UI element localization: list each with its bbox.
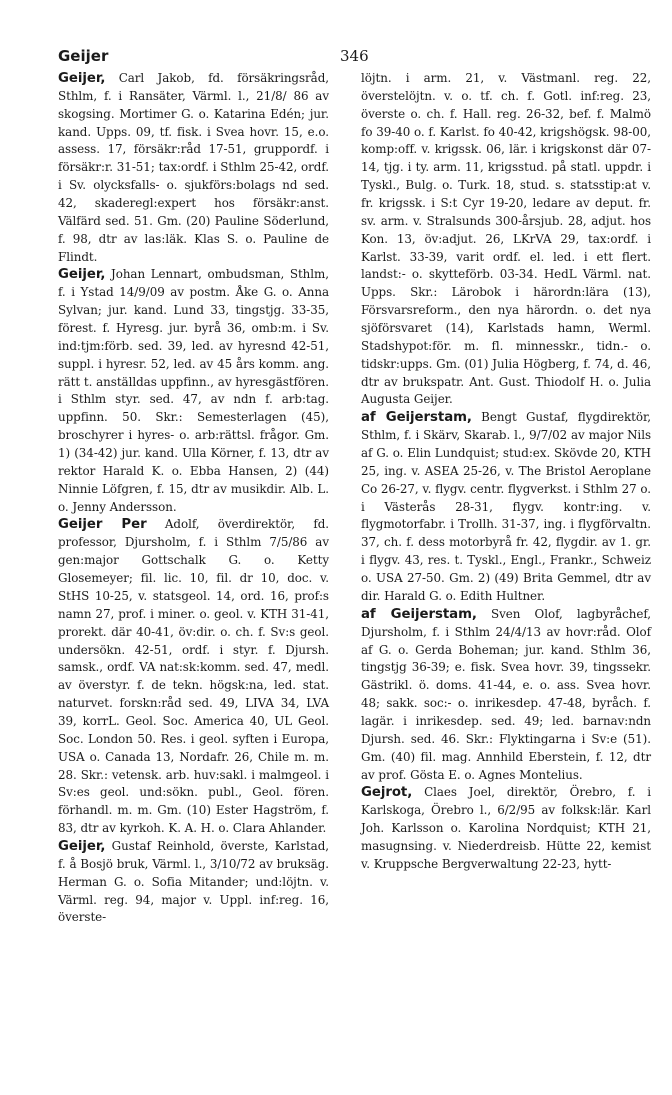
entry-text: Johan Lennart, ombudsman, Sthlm, f. i Ystad 14/9/09 av postm. Åke G. o. Anna Sylvan; jur. kand. Lund 33, tingstjg. 33-35, förest. f. Hyresg. jur. byrå 36, omb:m. i Sv. ind:tjm:förb. sed. 39, led. av hyresnd 42-51, suppl. i hyresr. 52, led. av 45 års komm. ang. rätt t. anställdas uppfinn., av hyresgästfören. i Sthlm styr. sed. 47, av ndn f. arb:tag. uppfinn. 50. Skr.: Semesterlagen (45), broschyrer i hyres- o. arb:rättsl. frågor. Gm. 1) (34-42) jur. kand. Ulla Körner, f. 13, dtr av rektor Harald K. o. Ebba Hansen, 2) (44) Ninnie Löfgren, f. 15, dtr av musikdir. Alb. L. o. Jenny Andersson.	[58, 267, 329, 514]
entry-name: af Geijerstam,	[361, 606, 477, 622]
page-number: 346	[340, 47, 369, 65]
left-column	[58, 70, 329, 927]
entry-text: Sven Olof, lagbyråchef, Djursholm, f. i Sthlm 24/4/13 av hovr:råd. Olof af G. o. Gerda Boheman; jur. kand. Sthlm 36, tingstjg 36-39; e. fisk. Svea hovr. 39, tingssekr. Gästrikl. ö. doms. 41-44, e. o. ass. Svea hovr. 48; sakk. soc:- o. inrikesdep. 47-48, byråch. f. lagär. i inrikesdep. sed. 49; led. barnav:ndn Djursh. sed. 46. Skr.: Flyktingarna i Sv:e (51). Gm. (40) fil. mag. Annhild Eberstein, f. 12, dtr av prof. Gösta E. o. Agnes Montelius.	[361, 606, 651, 782]
entry-text: Carl Jakob, fd. försäkringsråd, Sthlm, f. i Ransäter, Värml. l., 21/8/ 86 av skogsing. Mortimer G. o. Katarina Edén; jur. kand. Upps. 09, tf. fisk. i Svea hovr. 15, e.o. assess. 17, försäkr:råd 17-51, gruppordf. i försäkr:r. 31-51; tax:ordf. i Sthlm 25-42, ordf. i Sv. olycksfalls- o. sjukförs:bolags nd sed. 42, skaderegl:expert hos försäkr:anst. Välfärd sed. 51. Gm. (20) Pauline Söderlund, f. 98, dtr av las:läk. Klas S. o. Pauline de Flindt.	[58, 71, 330, 264]
entry-name: Geijer,	[58, 71, 106, 86]
biography-entry	[361, 606, 651, 785]
page-header	[58, 47, 638, 71]
entry-name: Geijer,	[58, 267, 106, 283]
entry-text: Adolf, överdirektör, fd. professor, Djursholm, f. i Sthlm 7/5/86 av gen:major Gottschalk G. o. Ketty Glosemeyer; fil. lic. 10, fil. dr 10, doc. v. StHS 10-25, v. statsgeol. 14, ord. 16, prof:s namn 27, prof. i miner. o. geol. v. KTH 31-41, prorekt. där 40-41, öv:dir. o. ch. f. Sv:s geol. undersökn. 42-51, ordf. i styr. f. Djursh. samsk., ordf. VA nat:sk:komm. sed. 47, medl. av överstyr. f. de tekn. högsk:na, led. stat. naturvet. forskn:råd sed. 49, LIVA 34, LVA 39, korrL. Geol. Soc. America 40, UL Geol. Soc. London 50. Res. i geol. syften i Europa, USA o. Canada 13, Nordafr. 26, Chile m. m. 28. Skr.: vetensk. arb. huv:sakl. i malmgeol. i Sv:es geol. und:sökn. publ., Geol. fören. förhandl. m. m. Gm. (10) Ester Hagström, f. 83, dtr av kyrkoh. K. A. H. o. Clara Ahlander.	[58, 517, 329, 836]
biography-entry	[58, 70, 329, 266]
entry-name: Gejrot,	[361, 785, 413, 801]
biography-entry-continued	[361, 70, 651, 409]
biography-entry	[58, 516, 329, 837]
biography-entry	[58, 266, 329, 516]
entry-name: af Geijerstam,	[361, 410, 472, 426]
entry-text: löjtn. i arm. 21, v. Västmanl. reg. 22, överstelöjtn. v. o. tf. ch. f. Gotl. inf:reg. 23, överste o. ch. f. Hall. reg. 26-32, bef. f. Malmö fo 39-40 o. f. Karlst. fo 40-42, krigshögsk. 98-00, komp:off. v. krigssk. 06, lär. i krigskonst där 07-14, tjg. i ty. arm. 11, krigsstud. på statl. uppdr. i Tyskl., Bulg. o. Turk. 18, stud. s. statsstip:at v. fr. krigssk. i S:t Cyr 19-20, ledare av deput. fr. sv. arm. v. Stralsunds 300-årsjub. 28, adjut. hos Kon. 13, öv:adjut. 26, LKrVA 29, tax:ordf. i Karlst. 33-39, varit ordf. el. led. i ett flert. landst:- o. skytteförb. 03-34. HedL Värml. nat. Upps. Skr.: Lärobok i härordn:lära (13), Försvarsreform., den nya härordn. o. det nya sjöförsvaret (14), Karlstads hamn, Werml. Stadshypot:för. m. fl. minnesskr., tidn.- o. tidskr:upps. Gm. (01) Julia Högberg, f. 74, d. 46, dtr av brukspatr. Ant. Gust. Thiodolf H. o. Julia Augusta Geijer.	[361, 71, 651, 407]
biography-entry	[361, 784, 651, 873]
right-column	[361, 70, 651, 874]
running-head: Geijer	[58, 47, 109, 65]
entry-text: Bengt Gustaf, flygdirektör, Sthlm, f. i Skärv, Skarab. l., 9/7/02 av major Nils af G. o. Elin Lundquist; stud:ex. Skövde 20, KTH 25, ing. v. ASEA 25-26, v. The Bristol Aeroplane Co 26-27, v. flygv. centr. flygverkst. i Sthlm 27 o. i Västerås 28-31, flygv. kontr:ing. v. flygmotorfabr. i Trollh. 31-37, ing. i flygförvaltn. 37, ch. f. dess motorbyrå fr. 42, flygdir. av 1. gr. i flygv. 43, res. t. Tyskl., Engl., Frankr., Schweiz o. USA 27-50. Gm. 2) (49) Brita Gemmel, dtr av dir. Harald G. o. Edith Hultner.	[361, 410, 652, 603]
entry-text: Gustaf Reinhold, överste, Karlstad, f. å Bosjö bruk, Värml. l., 3/10/72 av bruksäg. Herman G. o. Sofia Mitander; und:löjtn. v. Värml. reg. 94, major v. Uppl. inf:reg. 16, överste-	[58, 838, 329, 925]
entry-name: Geijer,	[58, 838, 106, 854]
biography-entry	[361, 409, 651, 605]
biography-entry	[58, 838, 329, 927]
entry-text: Claes Joel, direktör, Örebro, f. i Karlskoga, Örebro l., 6/2/95 av folksk:lär. Karl Joh. Karlsson o. Karolina Nordquist; KTH 21, masugnsing. v. Niederdreisb. Hütte 22, kemist v. Kruppsche Bergverwaltung 22-23, hytt-	[361, 785, 651, 871]
entry-name: Geijer Per	[58, 517, 147, 533]
